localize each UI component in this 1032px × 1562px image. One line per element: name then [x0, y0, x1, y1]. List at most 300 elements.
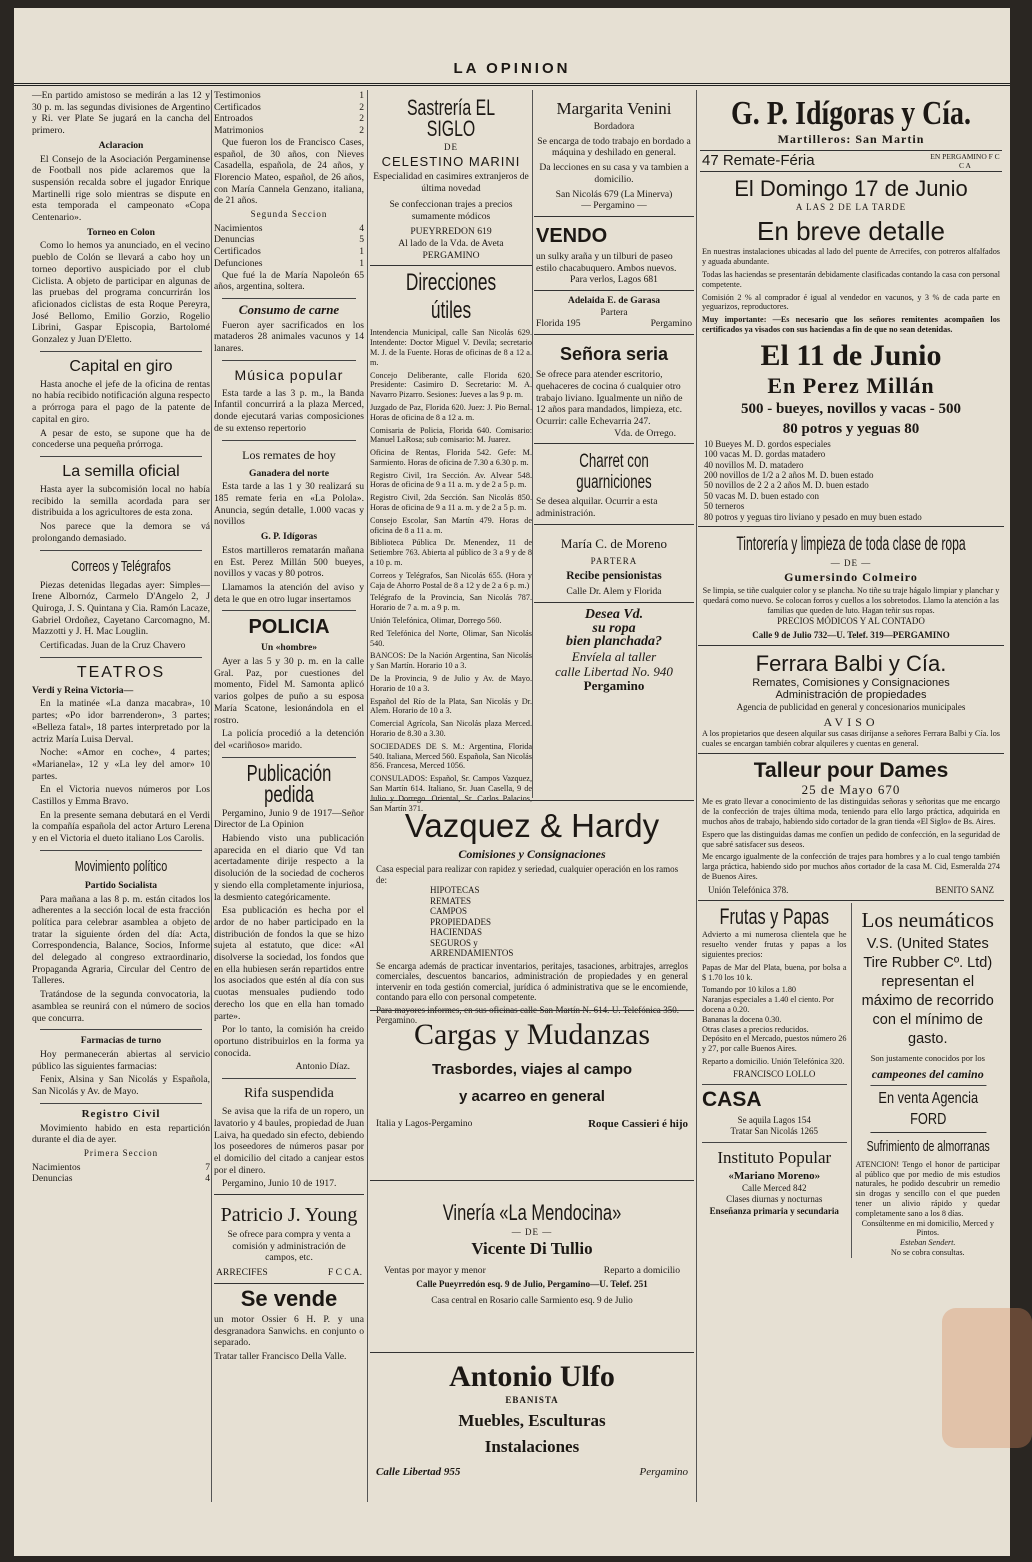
fp-text [702, 930, 847, 1079]
lot-item: 100 vacas M. D. gordas matadero [704, 449, 826, 460]
watermark-stamp [942, 1308, 1032, 1448]
list-item [214, 246, 364, 258]
fp-sign: FRANCISCO LOLLO [733, 1068, 816, 1079]
cm-sub-2: y acarreo en general [459, 1088, 605, 1105]
gp-remate: 47 Remate-Féria [702, 151, 815, 169]
siglo-title: Sastrería EL SIGLO [406, 95, 496, 141]
idigoras-ad [698, 90, 1004, 527]
policia-heading: POLICIA [248, 616, 330, 639]
gp-place: EN PERGAMINO F C C A [930, 151, 1000, 170]
gp-breve-text [700, 247, 1002, 334]
siglo-de: DE [444, 142, 458, 152]
registro-body: Movimiento habido en esta repartición durante el dia de ayer. [32, 1122, 210, 1146]
column-rule [696, 90, 697, 1502]
gp-breve-body-2: Todas las haciendas se presentarán debidamente clasificadas contando la casa con personal competente. [702, 270, 1000, 289]
gp-junio: El 11 de Junio [760, 338, 942, 372]
planchada-line-4: Envíela al taller [571, 648, 657, 664]
au-sub: EBANISTA [505, 1395, 559, 1405]
siglo-body-2: Se confeccionan trajes a precios sumamente módicos [389, 198, 513, 222]
young-body: Se ofrece para compra y venta a comisión y administración de campos, etc. [227, 1229, 351, 1264]
directory-entry: Consejo Escolar, San Martín 479. Horas de oficina de 8 a 11 a. m. [370, 515, 532, 535]
list-item-value: 5 [359, 234, 364, 246]
socialista-body: Para mañana a las 8 p. m. están citados los adherentes a la sección local de esta fracción política para celebrar asamblea a objeto de tratar la siguiente órden del día: Acta, Correspondencia, Balance, Socios, Informe del delegado al congreso extraordinario, Propaganda Agraria, Circular del Centro de Talleres. [32, 893, 210, 987]
list-item-label: Nacimientos [214, 222, 263, 234]
verdi-body: En la matinée «La danza macabra», 10 partes; «Po idor barrenderon», 3 partes; «Belleza fatal», 18 partes interpretado por la actriz María Luisa Derval. [32, 698, 210, 745]
gp-breve-body-4: Muy importante: —Es necesario que los señores remitentes acompañen los certificados ya visados con sus haciendas a fin de que no sean detenidas. [702, 315, 1000, 334]
list-item [214, 258, 364, 270]
directory-entry: Registro Civil, 2da Sección. San Nicolás 850. Horas de oficina de 9 a 11 a. m. y de 2 a 5 p. m. [370, 493, 532, 513]
tint-de: — DE — [830, 558, 872, 569]
charret-title: Charret con guarniciones [576, 451, 652, 494]
neu-body: V.S. (United States Tire Rubber Cº. Ltd) representan el máximo de recorrido con el mínimo de gasto. [861, 936, 994, 1048]
correos-cert: Certificadas. Juan de la Cruz Chavero [40, 640, 186, 652]
list-item-label: Certificados [214, 246, 261, 258]
talleur-ad [698, 754, 1004, 902]
list-item-value: 4 [359, 222, 364, 234]
directory-entry: SOCIEDADES DE S. M.: Argentina, Florida 540. Italiana, Merced 560. Española, San Nicolás 856. Francesa, Merced 1056. [370, 741, 532, 771]
divider [40, 1029, 202, 1030]
vm-title: Vinería «La Mendocina» [442, 1200, 622, 1225]
socialista-heading: Partido Socialista [84, 879, 158, 891]
sports-intro: —En partido amistoso se medirán a las 12 y 30 p. m. las segundas divisiones de Argentino y Ri. ver Plate Se jugará en la cancha del primero. [32, 90, 210, 137]
divider [222, 360, 356, 361]
td-signature: BENITO SANZ [935, 884, 994, 895]
verdi-victoria: En el Victoria nuevos números por Los Castillos y Emma Bravo. [32, 784, 210, 808]
price-item: Bananas la docena 0.30. [702, 1014, 782, 1024]
registro-heading: Registro Civil [81, 1107, 161, 1120]
divider [40, 456, 202, 457]
neu-body-4: En venta Agencia FORD [870, 1085, 986, 1133]
column-2 [214, 90, 364, 1500]
garasa-title: Adelaida E. de Garasa [567, 295, 661, 307]
vm-owner: Vicente Di Tullio [471, 1239, 593, 1258]
farmacias-body: Hoy permanecerán abiertas al servicio público las siguientes farmacias: [32, 1049, 210, 1072]
bottom-ads-right [852, 903, 1005, 1257]
vh-list-item: CAMPOS [430, 906, 468, 916]
carne-body: Fueron ayer sacrificados en los mataderos 28 animales vacunos y 14 lanares. [214, 319, 364, 355]
capital-body-2: A pesar de esto, se supone que ha de concederse una pequeña prórroga. [32, 427, 210, 451]
list-item-value: 2 [359, 125, 364, 137]
list-item-value: 1 [359, 90, 364, 101]
column-rule [211, 90, 212, 1502]
list-item [32, 1173, 210, 1185]
vende-body: un motor Ossier 6 H. P. y una desgranadora Sanwichs. en conjunto o separado. [214, 1313, 364, 1349]
list-item [214, 113, 364, 125]
td-date: 25 de Mayo 670 [801, 781, 901, 797]
direcciones-list [370, 328, 532, 813]
price-item: Tomando por 10 kilos a 1.80 [702, 985, 797, 995]
venini-body-2: Da lecciones en su casa y va tambien a domicilio. [539, 162, 689, 185]
vm-de: — DE — [511, 1227, 553, 1237]
planchada-line-2: su ropa [592, 620, 636, 636]
column-5 [698, 90, 1004, 1500]
pub-sign: Antonio Díaz. [295, 1061, 350, 1073]
vm-row [370, 1265, 694, 1277]
aclaracion-heading: Aclaracion [98, 139, 144, 151]
vende-body-2: Tratar taller Francisco Della Valle. [214, 1350, 347, 1362]
list-item [214, 90, 364, 102]
list-item-label: Certificados [214, 101, 261, 113]
cargas-mudanzas-ad [370, 1010, 694, 1178]
column-rule [367, 90, 368, 1502]
siglo-owner: CELESTINO MARINI [381, 153, 521, 169]
divider [222, 1078, 356, 1079]
fp-body: Advierto a mi numerosa clientela que he resuelto vender frutas y papas a los siguientes precios: [702, 930, 847, 960]
gp-perez-millan: En Perez Millán [767, 372, 935, 398]
carne-heading: Consumo de carne [238, 301, 340, 317]
gp-hora: A LAS 2 DE LA TARDE [795, 201, 907, 212]
directory-entry: Español del Río de la Plata, San Nicolás y Dr. Alem. Horario de 10 a 3. [370, 696, 532, 716]
masthead [14, 58, 1010, 86]
seria-sign: Vda. de Orrego. [614, 427, 676, 439]
hombre-body-2: La policía procedió a la detención del «cariñoso» marido. [214, 728, 364, 751]
directory-entry: Oficina de Rentas, Florida 542. Gefe: M. Sarmiento. Horas de oficina de 7.30 a 6.30 p. m. [370, 448, 532, 467]
td-body-3: Me encargo igualmente de la confección de trajes para hombres y a lo cual tengo también larga práctica, habiendo sido por muchos años cortador de la casa M. Cid, Esmeralda 274 de Buenos Aires. [702, 852, 1000, 881]
fb-sub: Remates, Comisiones y Consignaciones [752, 677, 950, 690]
capital-body: Hasta anoche el jefe de la oficina de rentas no había recibido notificación alguna respecto a prórroga para el pago de la patente de capital en giro. [32, 378, 210, 425]
moreno-sub: PARTERA [590, 555, 638, 566]
moreno-ad [534, 525, 694, 603]
vm-address: Calle Pueyrredón esq. 9 de Julio, Pergamino—U. Telef. 251 [416, 1278, 648, 1289]
matrimonios-body: Que fueron los de Francisco Cases, español, de 30 años, con Nieves Casadella, española, de 24 años, y Florencio Mateo, español, de 26 años, con María Cannela Genzano, italiana, de 21 años. [214, 136, 364, 207]
list-item-label: Entroados [214, 113, 253, 125]
td-body-2: Espero que las distinguidas damas me confíen un pedido de confección, en la seguridad de que sabré satisfacer sus deseos. [702, 829, 1000, 849]
lot-item: 80 potros y yeguas tiro liviano y pesado en muy buen estado [704, 511, 922, 522]
pub-head: Pergamino, Junio 9 de 1917—Señor Director de La Opinion [214, 807, 364, 831]
column-rule [532, 90, 533, 798]
pub-heading: Publicación pedida [246, 759, 332, 807]
tint-owner: Gumersindo Colmeiro [784, 569, 918, 584]
vh-list-item: ARRENDAMIENTOS [430, 948, 514, 958]
fp-body-3: Depósito en el Mercado, puestos número 26 y 27, por calle Buenos Aires. [702, 1034, 847, 1054]
hombre-heading: Un «hombre» [260, 642, 318, 654]
verdi-noche: Noche: «Amor en coche», 4 partes; «Marianela», 12 y «La ley del amor» 10 partes. [32, 747, 210, 782]
semilla-body-2: Nos parece que la demora se vá prolongando demasiado. [32, 521, 210, 544]
directory-entry: Registro Civil, 1ra Sección. Av. Alvear 548. Horas de oficina de 9 a 11 a. m. y de 2 a 5 p. m. [370, 470, 532, 490]
list-item-label: Defunciones [214, 257, 263, 269]
gp-breve-body: En nuestras instalaciones ubicadas al lado del puente de Arrecifes, con potreros alfalfados y aguada abundante. [702, 247, 1000, 267]
tintoreria-ad [698, 527, 1004, 646]
directory-entry: CONSULADOS: Español, Sr. Campos Vazquez, San Martín 614. Italiano, Sr. Juan Casella, 9 de Julio y Dorrego. Oriental, Sr. Carlos Palacios, San Martín 371. [370, 774, 532, 813]
charret-ad [534, 444, 694, 524]
directory-entry: Concejo Deliberante, calle Florida 620. Presidente: Casimiro D. Secretario: M. A. Navarro Pizarro. Sesiones: Jueves a las 9 p. m. [370, 370, 532, 400]
vh-list [370, 885, 694, 959]
gp-sub: Martilleros: San Martin [777, 132, 925, 146]
list-item-value: 2 [359, 101, 364, 113]
ip-body-2: Enseñanza primaria y secundaria [709, 1206, 839, 1217]
registro-seccion: Primera Seccion [83, 1147, 159, 1158]
siglo-ad [370, 90, 532, 266]
directory-entry: Comisaria de Policia, Florida 640. Comisario: Manuel LaRosa; sub comisario: M. Juarez. [370, 425, 532, 445]
list-item [214, 125, 364, 137]
directory-entry: Juzgado de Paz, Florida 620. Juez: J. Pio Bernal. Horas de oficina de 8 a 12 a. m. [370, 402, 532, 422]
planchada-line-5: calle Libertad No. 940 [555, 663, 673, 679]
vh-sub: Comisiones y Consignaciones [458, 847, 606, 861]
venini-ad [534, 90, 694, 217]
directory-entry: Unión Telefónica, Olimar, Dorrego 560. [370, 616, 502, 626]
au-sub-3: Instalaciones [484, 1437, 580, 1456]
column-4 [534, 90, 694, 796]
defuncion-body: Que fué la de María Napoleón 65 años, argentina, soltera. [214, 269, 364, 293]
vh-list-item: SEGUROS y [430, 937, 478, 948]
moreno-body: Recibe pensionistas [566, 570, 662, 583]
antonio-ulfo-ad [370, 1352, 694, 1504]
vendo-body: un sulky araña y un tilburi de paseo estilo chacabuquero. Ambos nuevos. [536, 250, 677, 274]
fb-title: Ferrara Balbi y Cía. [755, 651, 947, 677]
td-body: Me es grato llevar a conocimiento de las distinguidas señoras y señoritas que me encargo de la confección de trajes última moda, teniendo para ello largo práctica, adquirida en muchos años de trabajo, habiendo sido cortador de la gran tienda «El Siglo» de Bs. Aires. [702, 797, 1000, 826]
list-item-value: 1 [359, 246, 364, 258]
fb-aviso: AVISO [823, 715, 879, 730]
list-item-value: 1 [359, 257, 364, 269]
directory-entry: Correos y Telégrafos, San Nicolás 655. (Hora y Caja de Ahorro Postal de 8 a 12 y de 2 a 6 p. m.) [370, 570, 532, 590]
venini-sub: Bordadora [593, 121, 635, 132]
gp-heading: G. P. Idígoras [260, 531, 318, 543]
gp-title: G. P. Idígoras y Cía. [731, 95, 971, 132]
verdi-semana: En la presente semana debutará en el Verdi la compañía española del actor Arturo Lerena y en el Victoria el dueto italiano Los Carolis. [32, 809, 210, 845]
politico-heading: Movimiento político [74, 857, 168, 875]
masthead-title: LA OPINION [453, 60, 571, 77]
gp-body-2: Llamamos la atención del aviso y deta le que en otro lugar insertamos [214, 581, 364, 605]
gp-bueyes: 500 - bueyes, novillos y vacas - 500 [740, 400, 961, 417]
planchada-line-6: Pergamino [583, 678, 645, 694]
aclaracion-body: El Consejo de la Asociación Pergaminense de Football nos pide aclaremos que la suspensión recalda sobre el jugador Enrique Martinelli rige solo mientras se dispute en esta temporada el campeonato «Copa Centenario». [32, 153, 210, 224]
venini-body: Se encarga de todo trabajo en bordado a máquina y deshilado en general. [537, 135, 691, 159]
neu-title: Los neumáticos [861, 908, 994, 933]
lot-item: 50 vacas M. D. buen estado con [704, 490, 819, 501]
socialista-body-2: Tratándose de la segunda convocatoria, la asamblea se reunirá con el número de socios que concurra. [32, 989, 210, 1024]
divider [702, 1084, 847, 1085]
capital-heading: Capital en giro [69, 357, 173, 375]
vendo-address: Para verlos, Lagos 681 [570, 274, 658, 286]
cm-owner: Roque Cassieri é hijo [588, 1118, 688, 1130]
gp-domingo: El Domingo 17 de Junio [734, 175, 968, 201]
fp-body-2: Papas de Mar del Plata, buena, por bolsa a $ 1.70 los 10 k. [702, 962, 847, 982]
young-city: ARRECIFES [216, 1267, 268, 1279]
correos-heading: Correos y Telégrafos [71, 557, 171, 575]
directory-entry: Biblioteca Pública Dr. Menendez, 11 de Setiembre 763. Abierta al público de 3 a 9 y de 8 a 10 p. m. [370, 538, 532, 568]
lot-item: 40 novillos M. D. matadero [704, 459, 804, 470]
vh-list-item: HACIENDAS [430, 927, 483, 937]
ferrara-ad [698, 646, 1004, 753]
newspaper-page [14, 8, 1010, 1556]
young-title: Patricio J. Young [220, 1204, 358, 1227]
lot-item: 50 terneros [704, 501, 745, 512]
column-3 [370, 90, 532, 813]
au-address: Calle Libertad 955 [376, 1466, 461, 1478]
planchada-ad [534, 603, 694, 692]
directory-entry: BANCOS: De la Nación Argentina, San Nicolás y San Martín. Horario 10 a 3. [370, 651, 532, 671]
fb-body: A los propietarios que deseen alquilar sus casas diríjanse a señores Ferrara Balbi y Cía. los cuales se encargan también cobrar alquileres y cuentas en general. [702, 729, 1000, 748]
correos-body: Piezas detenidas llegadas ayer: Simples—Irene Albornóz, Carmelo D'Angelo 2, J Quiroga, J. S. Quintana y Cia. Ramón Lacaze, Gabriel Ordoñez, Cayetano Carcomagno, M. Mazzotti y J. H. Mac Louglin. [32, 579, 210, 638]
alm-sign: Esteban Sendert. [900, 1238, 956, 1248]
alm-sign-2: No se cobra consultas. [890, 1248, 965, 1257]
list-item-label: Matrimonios [214, 125, 264, 137]
td-title: Talleur pour Dames [753, 758, 949, 782]
list-item-value: 7 [205, 1161, 210, 1173]
rifa-heading: Rifa suspendida [244, 1086, 334, 1102]
divider [222, 298, 356, 299]
divider [222, 610, 356, 611]
farmacias-list: Fenix, Alsina y San Nicolás y Española, San Nicolás y Av. de Mayo. [32, 1074, 210, 1098]
neu-body-2: Son justamente conocidos por los [870, 1053, 985, 1064]
gp-body: Estos martilleros rematarán mañana en Est. Perez Millán 500 bueyes, novillos y vacas y 80 potros. [214, 544, 364, 580]
cm-sub: Trasbordes, viajes al campo [431, 1061, 633, 1078]
vineria-ad [370, 1180, 694, 1350]
vh-body-2: Se encarga además de practicar inventarios, peritajes, tasaciones, arbitrajes, arreglos comerciales, descuentos bancarios, administración de propiedades y en general intervenir en toda gestión comercial, jurídica ó administrativa que se le encomiende, contando para ello con personal competente. [376, 960, 688, 1002]
directory-entry: Intendencia Municipal, calle San Nicolás 629. Intendente: Doctor Miguel V. Devila; secretario M. J. de la Fuente. Horas de oficinas de 8 a 12 a. m. [370, 328, 532, 367]
planchada-line-1: Desea Vd. [584, 606, 644, 622]
venini-address: San Nicolás 679 (La Minerva) [555, 188, 673, 200]
bottom-ads-left [698, 903, 852, 1257]
fp-list [702, 985, 847, 1034]
alm-body-2: Consúltenme en mi domicilio, Merced y Pintos. [861, 1218, 994, 1238]
vendo-ad [534, 217, 694, 291]
list-item [214, 234, 364, 246]
vh-list-item: PROPIEDADES [430, 916, 492, 927]
casa-body-2: Tratar San Nicolás 1265 [730, 1126, 818, 1137]
tint-prices: PRECIOS MÓDICOS Y AL CONTADO [777, 615, 925, 626]
gp-breve-body-3: Comisión 2 % al comprador é igual al vendedor en vacunos, y 3 % de cada parte en yeguarizos, reproductores. [702, 292, 1000, 312]
list-item-label: Denuncias [214, 234, 255, 246]
au-sub-2: Muebles, Esculturas [458, 1411, 606, 1430]
verdi-heading: Verdi y Reina Victoria— [32, 684, 134, 696]
siglo-address-2: Al lado de la Vda. de Aveta [398, 237, 504, 249]
vh-body: Casa especial para realizar con rapidez y seriedad, cualquier operación en los ramos de: [376, 864, 679, 885]
lot-item: 50 novillos de 2 2 a 2 años M. D. buen estado [704, 480, 869, 491]
vendo-title: VENDO [536, 224, 608, 247]
divider [222, 757, 356, 758]
young-footer [216, 1267, 362, 1279]
vm-address-2: Casa central en Rosario calle Sarmiento esq. 9 de Julio [431, 1294, 633, 1305]
fb-sub-2: Administración de propiedades [775, 688, 927, 701]
garasa-ad [534, 291, 694, 335]
siglo-body: Especialidad en casimires extranjeros de última novedad [373, 171, 529, 195]
charret-body: Se desea alquilar. Ocurrir a esta administración. [536, 496, 658, 520]
vh-body-3: Para mayores informes, en sus oficinas calle San Martín N. 614. U. Telefónica 350.—Pergamino. [376, 1004, 688, 1025]
au-city: Pergamino [639, 1466, 688, 1478]
casa-title: CASA [702, 1087, 762, 1111]
tint-address: Calle 9 de Julio 732—U. Telef. 319—PERGAMINO [752, 629, 950, 640]
ip-body: Clases diurnas y nocturnas [726, 1194, 823, 1205]
td-footer [700, 885, 1002, 897]
divider [40, 550, 202, 551]
vh-list-item: REMATES [430, 895, 472, 906]
divider [40, 657, 202, 658]
td-phone: Unión Telefónica 378. [708, 884, 789, 895]
list-item-label: Testimonios [214, 90, 261, 101]
ip-sub: «Mariano Moreno» [728, 1169, 821, 1182]
directory-entry: De la Provincia, 9 de Julio y Av. de Mayo. Horario de 10 a 3. [370, 674, 532, 693]
lot-item: 200 novillos de 1/2 a 2 años M. D. buen estado [704, 470, 874, 480]
vende-heading: Se vende [240, 1285, 338, 1311]
ganaderia-heading: Ganadera del norte [249, 467, 329, 479]
gp-potros: 80 potros y yeguas 80 [782, 420, 920, 437]
hombre-body: Ayer a las 5 y 30 p. m. en la calle Gral. Paz, por cuestiones del momento, Fidel M. Samonta aplicó varios golpes de puño a su esposa María Scatone, lesionándola en el rostro. [214, 656, 364, 726]
ganaderia-body: Esta tarde a las 1 y 30 realizará su 185 remate feria en «La Polola». Anuncia, según detalle, 1.000 vacas y novillos [214, 481, 364, 528]
young-ad [214, 1194, 364, 1284]
garasa-sub: Partera [600, 306, 628, 318]
teatros-heading: TEATROS [76, 663, 166, 681]
price-item: Otras clases a precios reducidos. [702, 1024, 809, 1034]
torneo-body: Como lo hemos ya anunciado, en el vecino pueblo de Colón se llevará a cabo hoy un torneo deportivo auspiciado por el club Ciclista. A objeto de participar en algunas de las pruebas del programa concurrirán los aficionados ciclistas de esta Roque Pereyra, José Bellomo, Emilio Gorzio, Rogelio Librini, Gaspar Episcopia, Bartolomé Gonzalez y Juan D'Eletto. [32, 240, 210, 346]
list-item-label: Nacimientos [32, 1161, 81, 1173]
price-item: Naranjas especiales a 1.40 el ciento. Por docena a 0.20. [702, 995, 834, 1014]
musica-body: Esta tarde a las 3 p. m., la Banda Infantil concurrirá a la plaza Merced, donde ejecutará varias composiciones de su extenso repertorio [214, 387, 364, 434]
torneo-heading: Torneo en Colon [87, 226, 155, 238]
direcciones-heading: Direcciones útiles [405, 269, 497, 325]
venini-city: — Pergamino — [581, 200, 647, 212]
lot-item: 10 Bueyes M. D. gordos especiales [704, 438, 831, 449]
vazquez-hardy-ad [370, 800, 694, 1025]
moreno-title: María C. de Moreno [560, 535, 668, 551]
fp-body-4: Reparto a domicilio. Unión Telefónica 320. [702, 1056, 845, 1066]
td-text [700, 795, 1002, 881]
vh-title: Vazquez & Hardy [404, 807, 660, 844]
fb-sub-3: Agencia de publicidad en general y concesionarios municipales [736, 701, 966, 712]
vm-delivery: Reparto a domicilio [603, 1265, 680, 1276]
pub-body-3: Por lo tanto, la comisión ha creido oportuno distribuirlos en la forma ya conocida. [214, 1024, 364, 1059]
list-item [214, 223, 364, 235]
young-rail: F C C A. [327, 1267, 362, 1279]
pub-body-2: Esa publicación es hecha por el ardor de no haber participado en la distribución de fondos la que se hizo sujeta al estatuto, que dice: «Al disolverse la sociedad, los fondos que en ella hubiesen serán repartidos entre los asociados que estén al día con sus cuotas mensuales pudiendo todo derecho los que en ella han tomado parte». [214, 905, 364, 1022]
gp-lot-list [700, 439, 1002, 522]
alm-body: ATENCION! Tengo el honor de participar al público que por medio de mis estudios naturales, he podido descubrir un remedio sin drogas y sencillo con el que pueden tener un alivio rápido y quedar completamente sano a los 8 días. [855, 1159, 1000, 1218]
neu-body-3: campeones del camino [871, 1067, 984, 1082]
directory-entry: Telégrafo de la Provincia, San Nicolás 787. Horario de 7 a. m. a 9 p. m. [370, 593, 532, 613]
fp-title: Frutas y Papas [719, 904, 829, 930]
farmacias-heading: Farmacias de turno [80, 1035, 162, 1047]
list-item-label: Denuncias [32, 1173, 73, 1185]
planchada-line-3: bien planchada? [565, 634, 663, 650]
gp-breve: En breve detalle [757, 216, 945, 247]
siglo-city: PERGAMINO [422, 249, 480, 261]
seria-title: Señora seria [559, 344, 669, 365]
tint-title: Tintorería y limpieza de toda clase de ropa [736, 534, 966, 556]
vh-list-item: HIPOTECAS [430, 885, 480, 895]
cm-footer [370, 1105, 694, 1131]
rifa-date: Pergamino, Junio 10 de 1917. [222, 1178, 337, 1190]
siglo-address: PUEYRREDON 619 [410, 226, 492, 238]
divider [40, 1103, 202, 1104]
divider [40, 850, 202, 851]
pub-body: Habiendo visto una publicación aparecida en el diario que Vd tan acertadamente dirije respecto a la disolución de la sociedad de cocheros y siendo ella completamente injuriosa, la desmiento categóricamente. [214, 833, 364, 903]
divider [222, 440, 356, 441]
garasa-city: Pergamino [650, 318, 692, 330]
garasa-footer [536, 318, 692, 330]
divider [40, 351, 202, 352]
venini-title: Margarita Venini [556, 99, 672, 118]
alm-title: Sufrimiento de almorranas [866, 1137, 990, 1155]
list-item-value: 4 [205, 1173, 210, 1185]
casa-body: Se aquila Lagos 154 [737, 1114, 811, 1125]
au-title: Antonio Ulfo [449, 1360, 615, 1393]
rifa-body: Se avisa que la rifa de un ropero, un lavatorio y 4 baules, propiedad de Juan Laiva, ha quedado sin efecto, debiendo los poseedores de números pasar por el domicilio del citado a canjear estos por el dinero. [214, 1106, 364, 1176]
cm-title: Cargas y Mudanzas [413, 1018, 651, 1051]
column-1 [32, 90, 210, 1500]
semilla-body: Hasta ayer la subcomisión local no había recibido la semilla acordada para ser distribuida a los agricultores de esta zona. [32, 483, 210, 519]
directory-entry: Comercial Agrícola, San Nicolás plaza Merced. Horario de 8.30 a 3.30. [370, 719, 532, 739]
vm-sales: Ventas por mayor y menor [384, 1265, 486, 1276]
seria-body: Se ofrece para atender escritorio, quehaceres de cocina ó cualquier otro trabajo liviano. Igualmente un niño de 12 años para mandados, limpieza, etc. Ocurrir: calle Echevarria 247. [536, 369, 683, 427]
cm-address: Italia y Lagos-Pergamino [376, 1119, 473, 1129]
garasa-address: Florida 195 [536, 318, 581, 330]
musica-heading: Música popular [234, 366, 344, 383]
list-item [32, 1162, 210, 1174]
bottom-ads [698, 903, 1004, 1257]
list-item [214, 102, 364, 114]
semilla-heading: La semilla oficial [62, 462, 180, 480]
directory-entry: Red Telefónica del Norte, Olimar, San Nicolás 540. [370, 628, 532, 648]
